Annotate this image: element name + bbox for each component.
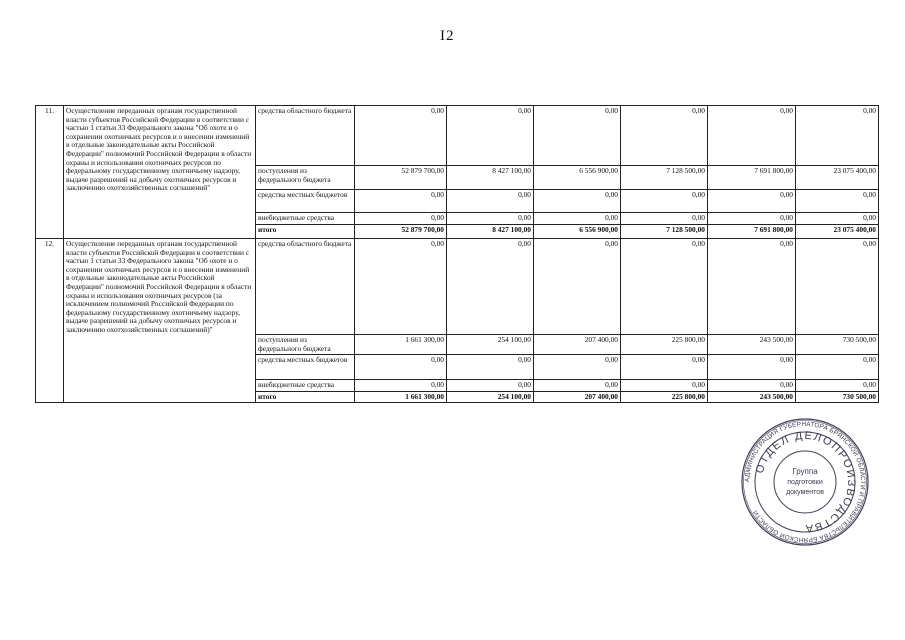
- table-row: [36, 106, 879, 166]
- amount-cell: 8 427 100,00: [447, 225, 534, 239]
- amount-cell: 225 800,00: [621, 335, 708, 355]
- amount-cell: 225 800,00: [621, 391, 708, 403]
- funding-source: поступления из федерального бюджета: [256, 166, 355, 190]
- amount-cell: 8 427 100,00: [447, 166, 534, 190]
- amount-cell: 0,00: [355, 239, 447, 335]
- amount-cell: 0,00: [534, 106, 621, 166]
- amount-cell: 23 075 400,00: [796, 166, 879, 190]
- amount-cell: 0,00: [447, 106, 534, 166]
- amount-cell: 7 691 800,00: [708, 225, 796, 239]
- amount-cell: 6 556 900,00: [534, 225, 621, 239]
- amount-cell: 0,00: [708, 190, 796, 213]
- amount-cell: 0,00: [621, 239, 708, 335]
- stamp-middle-text: ОТДЕЛ ДЕЛОПРОИЗВОДСТВА: [753, 429, 858, 535]
- budget-table-body: [36, 106, 879, 403]
- activity-description: Осуществление переданных органам государственной власти субъектов Российской Федерации в соответствии с частью 1 статьи 33 Федерального закона "Об охоте и о сохранении охотничьих ресурсов и о внесении изменений в отдельные законодательные акты Российской Федерации" полномочий Российской Федерации в области охраны и использования охотничьих ресурсов по федеральному государственному охотничьему надзору, выдаче разрешений на добычу охотничьих ресурсов и заключению охотхозяйственных соглашений": [64, 106, 256, 239]
- amount-cell: 0,00: [796, 380, 879, 392]
- table-row: [36, 239, 879, 335]
- amount-cell: 6 556 900,00: [534, 166, 621, 190]
- amount-cell: 52 879 700,00: [355, 225, 447, 239]
- amount-cell: 0,00: [534, 213, 621, 225]
- amount-cell: 0,00: [534, 239, 621, 335]
- funding-source: внебюджетные средства: [256, 380, 355, 392]
- amount-cell: 207 400,00: [534, 391, 621, 403]
- funding-source: средства областного бюджета: [256, 106, 355, 166]
- amount-cell: 0,00: [621, 213, 708, 225]
- amount-cell: 0,00: [447, 190, 534, 213]
- amount-cell: 207 400,00: [534, 335, 621, 355]
- amount-cell: 0,00: [534, 190, 621, 213]
- funding-source: средства местных бюджетов: [256, 190, 355, 213]
- amount-cell: 243 500,00: [708, 391, 796, 403]
- row-index: 12.: [36, 239, 64, 403]
- amount-cell: 730 500,00: [796, 391, 879, 403]
- amount-cell: 0,00: [708, 380, 796, 392]
- stamp-center-line-1: Группа: [792, 467, 818, 476]
- amount-cell: 0,00: [355, 355, 447, 380]
- amount-cell: 254 100,00: [447, 335, 534, 355]
- amount-cell: 243 500,00: [708, 335, 796, 355]
- amount-cell: 0,00: [447, 380, 534, 392]
- amount-cell: 0,00: [534, 380, 621, 392]
- amount-cell: 7 128 500,00: [621, 166, 708, 190]
- activity-description: Осуществление переданных органам государственной власти субъектов Российской Федерации в соответствии с частью 1 статьи 33 Федерального закона "Об охоте и о сохранении охотничьих ресурсов и о внесении изменений в отдельные законодательные акты Российской Федерации" полномочий Российской Федерации в области охраны и использования охотничьих ресурсов (за исключением полномочий Российской Федерации по федеральному государственному охотничьему надзору, выдаче разрешений на добычу охотничьих ресурсов и заключению охотхозяйственных соглашений)": [64, 239, 256, 403]
- amount-cell: 0,00: [708, 213, 796, 225]
- row-index: 11.: [36, 106, 64, 239]
- funding-source: средства местных бюджетов: [256, 355, 355, 380]
- stamp-center-line-2: подготовки: [787, 479, 823, 486]
- amount-cell: 0,00: [708, 106, 796, 166]
- page-number: I2: [440, 28, 455, 44]
- amount-cell: 1 661 300,00: [355, 391, 447, 403]
- amount-cell: 0,00: [796, 213, 879, 225]
- amount-cell: 23 075 400,00: [796, 225, 879, 239]
- amount-cell: 0,00: [796, 106, 879, 166]
- amount-cell: 0,00: [621, 355, 708, 380]
- amount-cell: 0,00: [796, 239, 879, 335]
- amount-cell: 0,00: [355, 106, 447, 166]
- department-stamp: [740, 417, 870, 547]
- budget-table: [35, 105, 879, 403]
- amount-cell: 730 500,00: [796, 335, 879, 355]
- funding-source: средства областного бюджета: [256, 239, 355, 335]
- amount-cell: 0,00: [796, 190, 879, 213]
- amount-cell: 0,00: [447, 355, 534, 380]
- amount-cell: 0,00: [355, 190, 447, 213]
- stamp-outer-text: АДМИНИСТРАЦИЯ ГУБЕРНАТОРА БРЯНСКОЙ ОБЛАСТИ И ПРАВИТЕЛЬСТВА БРЯНСКОЙ ОБЛАСТИ: [743, 420, 867, 544]
- amount-cell: 0,00: [355, 213, 447, 225]
- amount-cell: 0,00: [447, 239, 534, 335]
- amount-cell: 0,00: [708, 239, 796, 335]
- amount-cell: 0,00: [708, 355, 796, 380]
- amount-cell: 0,00: [447, 213, 534, 225]
- stamp-center-line-3: документов: [786, 489, 824, 496]
- funding-source: итого: [256, 391, 355, 403]
- amount-cell: 1 661 300,00: [355, 335, 447, 355]
- funding-source: внебюджетные средства: [256, 213, 355, 225]
- amount-cell: 0,00: [534, 355, 621, 380]
- amount-cell: 0,00: [621, 106, 708, 166]
- amount-cell: 0,00: [621, 380, 708, 392]
- amount-cell: 254 100,00: [447, 391, 534, 403]
- amount-cell: 7 691 800,00: [708, 166, 796, 190]
- amount-cell: 0,00: [796, 355, 879, 380]
- amount-cell: 52 879 700,00: [355, 166, 447, 190]
- funding-source: поступления из федерального бюджета: [256, 335, 355, 355]
- funding-source: итого: [256, 225, 355, 239]
- amount-cell: 0,00: [621, 190, 708, 213]
- amount-cell: 7 128 500,00: [621, 225, 708, 239]
- amount-cell: 0,00: [355, 380, 447, 392]
